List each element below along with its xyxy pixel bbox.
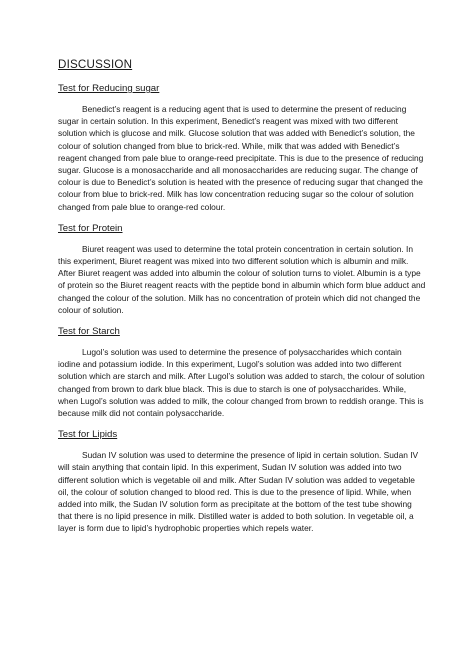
- section-heading-lipids: Test for Lipids: [58, 429, 118, 441]
- section-body-lipids: Sudan IV solution was used to determine the presence of lipid in certain solution. Sudan IV will stain anything that contain lipid. In this experiment, Sudan IV solution was added into two different solution which is vegetable oil and milk. After Sudan IV solution was added to vegetable oil, the colour of solution changed to blood red. This is due to the presence of lipid. While, when added into milk, the Sudan IV solution form as precipitate at the bottom of the test tube showing that there is no lipid presence in milk. Distilled water is added to both solution. In vegetable oil, a layer is form due to lipid’s hydrophobic properties which repels water.: [58, 450, 419, 534]
- section-heading-reducing-sugar: Test for Reducing sugar: [58, 83, 160, 94]
- section-heading-protein: Test for Protein: [58, 222, 123, 234]
- section-starch: [58, 326, 426, 419]
- section-protein: [58, 223, 426, 316]
- section-reducing-sugar: [58, 83, 426, 213]
- section-lipids: [58, 429, 426, 534]
- section-body-starch: Lugol’s solution was used to determine the presence of polysaccharides which contain iodine and potassium iodide. In this experiment, Lugol’s solution was added into two different solution which are starch and milk. After Lugol’s solution was added to starch, the colour of solution changed from brown to dark blue black. This is due to starch is one of polysaccharides. While, when Lugol’s solution was added to milk, the colour changed from brown to reddish orange. This is because milk did not contain polysaccharide.: [58, 347, 425, 419]
- section-body-protein: Biuret reagent was used to determine the total protein concentration in certain solution. In this experiment, Biuret reagent was mixed into two different solution which is albumin and milk. After Biuret reagent was added into albumin the colour of solution turns to violet. Albumin is a type of protein so the Biuret reagent reacts with the peptide bond in albumin which form blue adduct and changed the colour of the solution. Milk has no concentration of protein which did not changed the colour of solution.: [58, 243, 426, 315]
- section-body-reducing-sugar: Benedict’s reagent is a reducing agent that is used to determine the present of reducing sugar in certain solution. In this experiment, Benedict’s reagent was mixed with two different solution which is glucose and milk. Glucose solution that was added with Benedict’s solution, the colour of solution changed from blue to brick-red. While, milk that was added with Benedict’s reagent changed from pale blue to orange-reed precipitate. This is due to the presence of reducing sugar. Glucose is a monosaccharide and all monosaccharides are reducing sugar. The change of colour is due to Benedict’s solution is heated with the presence of reducing sugar that changed the colour from blue to brick-red. Milk has low concentration reducing sugar so the colour of solution changed from pale blue to orange-red colour.: [58, 104, 424, 212]
- document-title: DISCUSSION: [58, 58, 133, 71]
- section-heading-starch: Test for Starch: [58, 326, 120, 338]
